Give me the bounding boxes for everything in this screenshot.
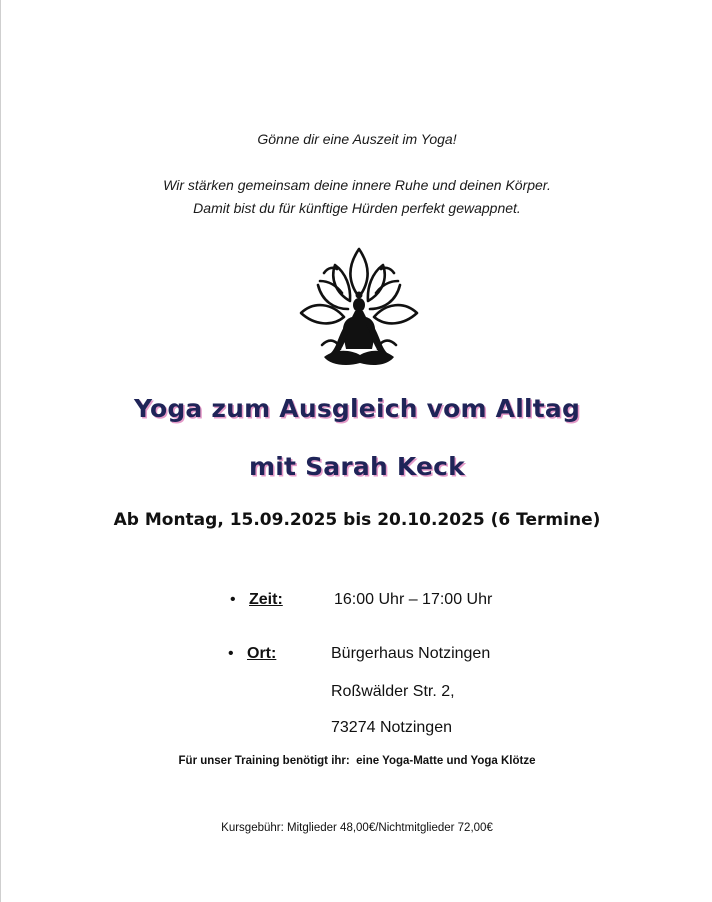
title-line-2: mit Sarah Keck <box>249 452 465 481</box>
intro-line-1: Gönne dir eine Auszeit im Yoga! <box>257 131 457 147</box>
bullet-place <box>228 645 276 663</box>
bullet-time <box>230 591 283 609</box>
course-fee: Kursgebühr: Mitglieder 48,00€/Nichtmitglieder 72,00€ <box>221 822 493 834</box>
bullet-dot: • <box>228 645 234 662</box>
date-range: Ab Montag, 15.09.2025 bis 20.10.2025 (6 Termine) <box>113 510 601 530</box>
intro-line-3: Damit bist du für künftige Hürden perfekt gewappnet. <box>193 200 521 216</box>
place-label: Ort: <box>247 645 277 662</box>
place-line-2: Roßwälder Str. 2, <box>331 683 455 700</box>
title-line-1: Yoga zum Ausgleich vom Alltag <box>133 394 581 423</box>
place-line-1: Bürgerhaus Notzingen <box>331 645 491 662</box>
bullet-dot: • <box>230 591 236 608</box>
equipment-note: Für unser Training benötigt ihr: eine Yoga-Matte und Yoga Klötze <box>178 755 536 767</box>
intro-line-2: Wir stärken gemeinsam deine innere Ruhe und deinen Körper. <box>163 177 551 193</box>
meditation-lotus-icon <box>298 245 420 373</box>
time-label: Zeit: <box>249 591 283 608</box>
time-value: 16:00 Uhr – 17:00 Uhr <box>334 591 493 608</box>
place-line-3: 73274 Notzingen <box>331 719 452 736</box>
